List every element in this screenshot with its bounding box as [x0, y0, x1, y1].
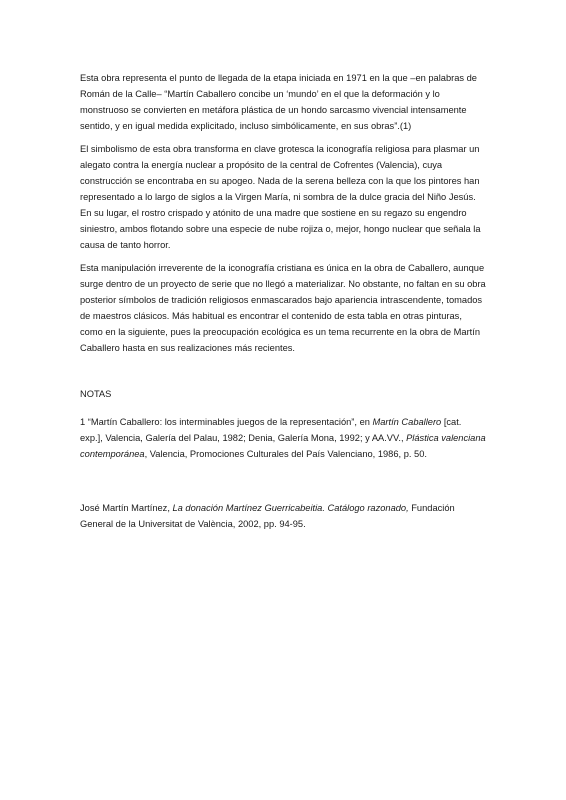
footnote-1-text-a: 1 “Martín Caballero: los interminables juegos de la representación”, en [80, 417, 373, 427]
citation-publisher: Fundación General de la Universitat de València, 2002, pp. 94-95. [80, 503, 455, 529]
footnote-1-text-c: , Valencia, Promociones Culturales del País Valenciano, 1986, p. 50. [144, 449, 427, 459]
notes-heading: NOTAS [80, 389, 112, 399]
paragraph-2: El simbolismo de esta obra transforma en clave grotesca la iconografía religiosa para plasmar un alegato contra la energía nuclear a propósito de la central de Cofrentes (Valencia), cuya construcción se encontraba en su apogeo. Nada de la serena belleza con la que los pintores han representado a lo largo de siglos a la Virgen María, ni sombra de la dulce gracia del Niño Jesús. En su lugar, el rostro crispado y atónito de una madre que sostiene en su regazo su engendro siniestro, ambos flotando sobre una especie de nube rojiza o, mejor, hongo nuclear que señala la causa de tanto horror. [80, 144, 481, 250]
paragraph-1: Esta obra representa el punto de llegada de la etapa iniciada en 1971 en la que –en palabras de Román de la Calle– “Martín Caballero concibe un ‘mundo’ en el que la deformación y lo monstruoso se convierten en metáfora plástica de un hondo sarcasmo vivencial intensamente sentido, y en igual medida explicitado, incluso simbólicamente, en sus obras”.(1) [80, 73, 477, 131]
footnote-1-italic-title-b: Plástica valenciana contemporánea [80, 433, 486, 459]
footnote-1-italic-title-a: Martín Caballero [372, 417, 442, 427]
footnote-1 [80, 414, 486, 462]
source-citation [80, 500, 486, 532]
footnote-1-text-b: [cat. exp.], Valencia, Galería del Palau, 1982; Denia, Galería Mona, 1992; y AA.VV., [80, 417, 462, 443]
citation-author: José Martín Martínez, [80, 503, 173, 513]
paragraph-3: Esta manipulación irreverente de la iconografía cristiana es única en la obra de Caballero, aunque surge dentro de un proyecto de serie que no llegó a materializar. No obstante, no faltan en su obra posterior símbolos de tradición religiosos enmascarados bajo apariencia intrascendente, tomados de maestros clásicos. Más habitual es encontrar el contenido de esta tabla en otras pinturas, como en la siguiente, pues la preocupación ecológica es un tema recurrente en la obra de Martín Caballero hasta en sus realizaciones más recientes. [80, 263, 486, 353]
citation-title: La donación Martínez Guerricabeitia. Catálogo razonado, [172, 503, 409, 513]
